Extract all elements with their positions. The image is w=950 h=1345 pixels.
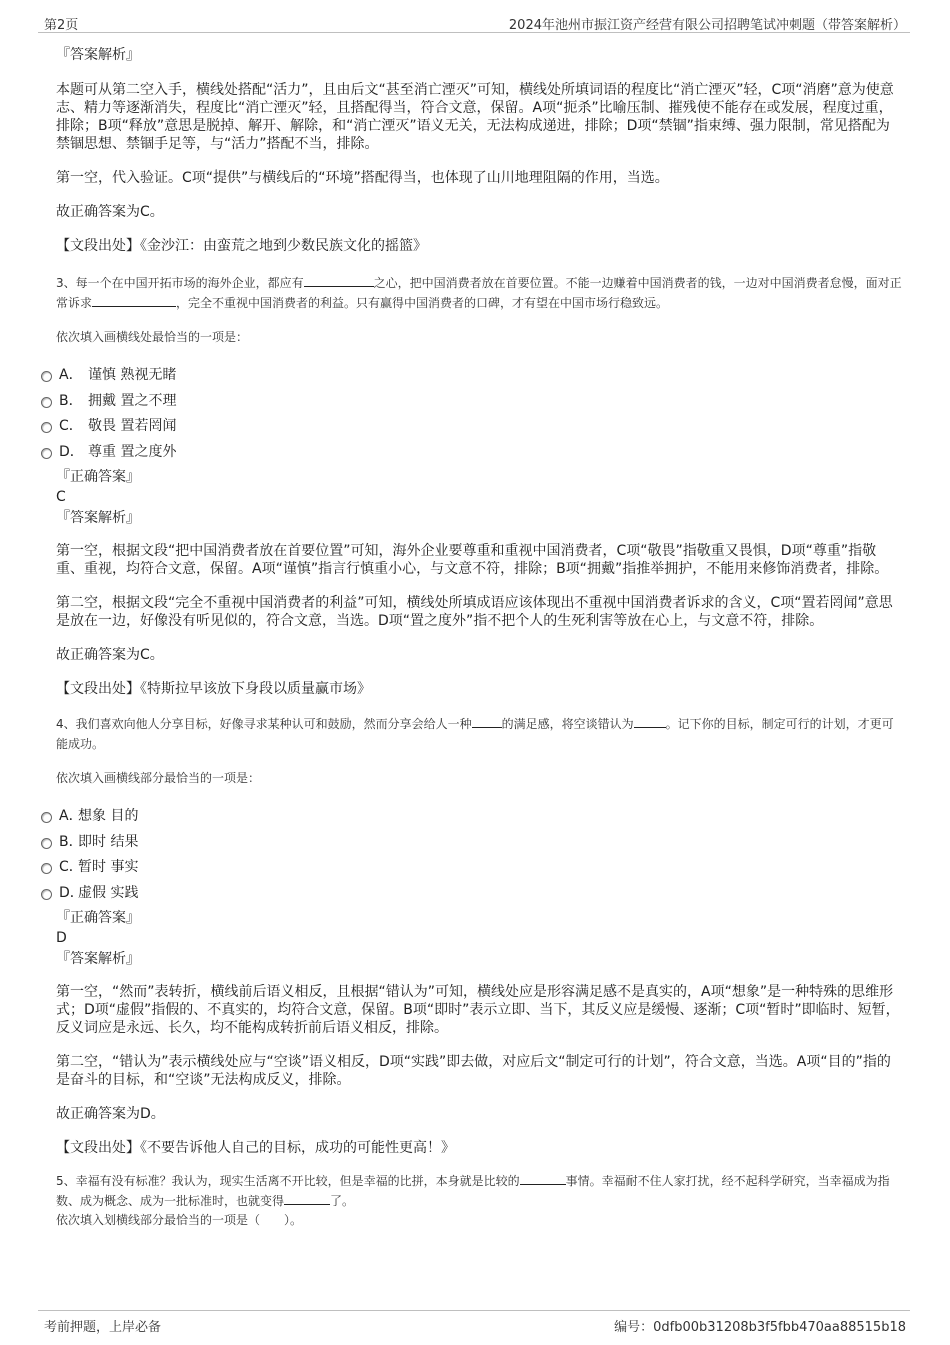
page-header	[38, 10, 910, 33]
q3-option-a[interactable]	[0, 362, 902, 388]
q4-text-c: 。记下你的目标，制定可行的计划，才更可能成功。	[56, 717, 894, 751]
correct-answer-label: 『正确答案』	[56, 910, 140, 926]
q4-analysis-paragraph-2: 第二空，“错认为”表示横线处应与“空谈”语义相反，D项“实践”即去做，对应后文“制定可行的计划”，符合文意，当选。A项“目的”指的是奋斗的目标，和“空谈”无法构成反义，排除。	[56, 1054, 891, 1088]
option-key: C．	[59, 859, 83, 875]
option-text: 尊重 置之度外	[88, 443, 177, 460]
q4-blank-2	[634, 714, 666, 728]
source-label: 【文段出处】	[56, 238, 140, 254]
q4-correct-answer: D	[56, 930, 67, 946]
q4-conclusion: 故正确答案为D。	[56, 1106, 165, 1122]
option-text: 敬畏 置若罔闻	[88, 418, 177, 434]
radio-button[interactable]	[41, 448, 52, 459]
option-key: D．	[59, 443, 84, 460]
document-code: 编号：0dfb00b31208b3f5fbb470aa88515b18	[614, 1320, 906, 1335]
q3-text-a: 3、每一个在中国开拓市场的海外企业，都应有	[56, 276, 304, 290]
source-label: 【文段出处】	[56, 681, 140, 697]
option-key: C．	[59, 418, 83, 434]
q4-text-b: 的满足感，将空谈错认为	[501, 717, 634, 731]
option-key: B．	[59, 833, 83, 850]
radio-button[interactable]	[41, 838, 52, 849]
q4-blank-1	[472, 714, 502, 728]
option-text: 虚假 实践	[78, 884, 139, 901]
q5-text-c: 了。	[330, 1194, 355, 1208]
q4-text-a: 4、我们喜欢向他人分享目标，好像寻求某种认可和鼓励，然而分享会给人一种	[56, 717, 472, 731]
q3-blank-1	[304, 273, 374, 287]
q2-analysis-paragraph-2: 第一空，代入验证。C项“提供”与横线后的“环境”搭配得当，也体现了山川地理阻隔的作用，当选。	[56, 170, 669, 186]
q3-option-b[interactable]	[0, 388, 902, 414]
page-footer	[38, 1310, 910, 1335]
radio-button[interactable]	[41, 371, 52, 382]
q4-option-d[interactable]	[0, 880, 902, 906]
q5-instruction: 依次填入划横线部分最恰当的一项是（ ）。	[56, 1213, 303, 1227]
radio-button[interactable]	[41, 889, 52, 900]
option-key: A．	[59, 367, 83, 383]
q2-source	[56, 237, 902, 255]
q3-blank-2	[92, 293, 176, 307]
q4-option-a[interactable]	[0, 803, 902, 829]
radio-button[interactable]	[41, 812, 52, 823]
q2-conclusion: 故正确答案为C。	[56, 204, 164, 220]
q3-analysis-paragraph-2: 第二空，根据文段“完全不重视中国消费者的利益”可知，横线处所填成语应该体现出不重视中国消费者诉求的含义，C项“置若罔闻”意思是放在一边，好像没有听见似的，符合文意，当选。D项“置之度外”指不把个人的生死利害等放在心上，与文意不符，排除。	[56, 595, 893, 629]
q3-conclusion: 故正确答案为C。	[56, 647, 164, 663]
option-key: D．	[59, 884, 84, 901]
option-text: 即时 结果	[78, 833, 139, 850]
q4-instruction: 依次填入画横线部分最恰当的一项是：	[56, 771, 261, 785]
page-number: 第2页	[44, 18, 79, 33]
q3-text-b: 之心，把中国消费者放在首要位置。不能一边赚着中国消费者的钱，一边对中国消费者怠慢，面对正常诉求	[56, 276, 902, 310]
q3-question	[56, 273, 902, 313]
q3-correct-answer: C	[56, 489, 66, 505]
q4-options	[0, 803, 902, 905]
source-label: 【文段出处】	[56, 1140, 140, 1156]
q3-option-c[interactable]	[0, 413, 902, 439]
option-text: 谨慎 熟视无睹	[88, 367, 177, 383]
document-title: 2024年池州市振江资产经营有限公司招聘笔试冲刺题（带答案解析）	[508, 18, 906, 33]
q5-question	[56, 1171, 902, 1211]
q4-question	[56, 714, 902, 754]
analysis-label: 『答案解析』	[56, 951, 140, 967]
option-text: 暂时 事实	[78, 859, 139, 875]
q2-source-title: 《金沙江：由蛮荒之地到少数民族文化的摇篮》	[140, 238, 427, 254]
q5-blank-2	[284, 1191, 330, 1205]
option-text: 想象 目的	[78, 808, 139, 824]
radio-button[interactable]	[41, 422, 52, 433]
correct-answer-label: 『正确答案』	[56, 469, 140, 485]
q4-source-title: 《不要告诉他人自己的目标，成功的可能性更高！》	[140, 1140, 455, 1156]
q4-option-b[interactable]	[0, 829, 902, 855]
q3-option-d[interactable]	[0, 439, 902, 465]
q3-source	[56, 680, 902, 698]
analysis-label: 『答案解析』	[56, 47, 140, 63]
option-text: 拥戴 置之不理	[88, 392, 177, 409]
q5-text-b: 事情。幸福耐不住人家打扰，经不起科学研究，当幸福成为指数、成为概念、成为一批标准时，也就变得	[56, 1174, 890, 1208]
q4-analysis-paragraph-1: 第一空，“然而”表转折，横线前后语义相反，且根据“错认为”可知，横线处应是形容满足感不是真实的，A项“想象”是一种特殊的思维形式；D项“虚假”指假的、不真实的，均符合文意，保留。B项“即时”表示立即、当下，其反义应是缓慢、逐渐；C项“暂时”即临时、短暂，反义词应是永远、长久，均不能构成转折前后语义相反，排除。	[56, 984, 900, 1036]
q3-analysis-paragraph-1: 第一空，根据文段“把中国消费者放在首要位置”可知，海外企业要尊重和重视中国消费者，C项“敬畏”指敬重又畏惧，D项“尊重”指敬重、重视，均符合文意，保留。A项“谨慎”指言行慎重小心，与文意不符，排除；B项“拥戴”指推举拥护，不能用来修饰消费者，排除。	[56, 543, 889, 577]
document-content	[56, 40, 902, 1229]
q5-text-a: 5、幸福有没有标准？我认为，现实生活离不开比较，但是幸福的比拼，本身就是比较的	[56, 1174, 520, 1188]
q2-analysis-paragraph-1: 本题可从第二空入手，横线处搭配“活力”，且由后文“甚至消亡湮灭”可知，横线处所填词语的程度比“消亡湮灭”轻，C项“消磨”意为使意志、精力等逐渐消失，程度比“消亡湮灭”轻，且搭配得当，符合文意，保留。A项“扼杀”比喻压制、摧残使不能存在或发展，程度过重，排除；B项“释放”意思是脱掉、解开、解除，和“消亡湮灭”语义无关，无法构成递进，排除；D项“禁锢”指束缚、强力限制，常见搭配为禁锢思想、禁锢手足等，与“活力”搭配不当，排除。	[56, 82, 894, 152]
radio-button[interactable]	[41, 397, 52, 408]
q5-blank-1	[520, 1171, 566, 1185]
radio-button[interactable]	[41, 863, 52, 874]
q4-source	[56, 1139, 902, 1157]
analysis-label: 『答案解析』	[56, 510, 140, 526]
q4-option-c[interactable]	[0, 854, 902, 880]
option-key: A．	[59, 808, 83, 824]
option-key: B．	[59, 392, 83, 409]
q3-text-c: ，完全不重视中国消费者的利益。只有赢得中国消费者的口碑，才有望在中国市场行稳致远。	[176, 296, 669, 310]
footer-note: 考前押题，上岸必备	[44, 1320, 162, 1335]
q3-source-title: 《特斯拉早该放下身段以质量赢市场》	[140, 681, 371, 697]
q3-instruction: 依次填入画横线处最恰当的一项是：	[56, 330, 249, 344]
q3-options	[0, 362, 902, 464]
